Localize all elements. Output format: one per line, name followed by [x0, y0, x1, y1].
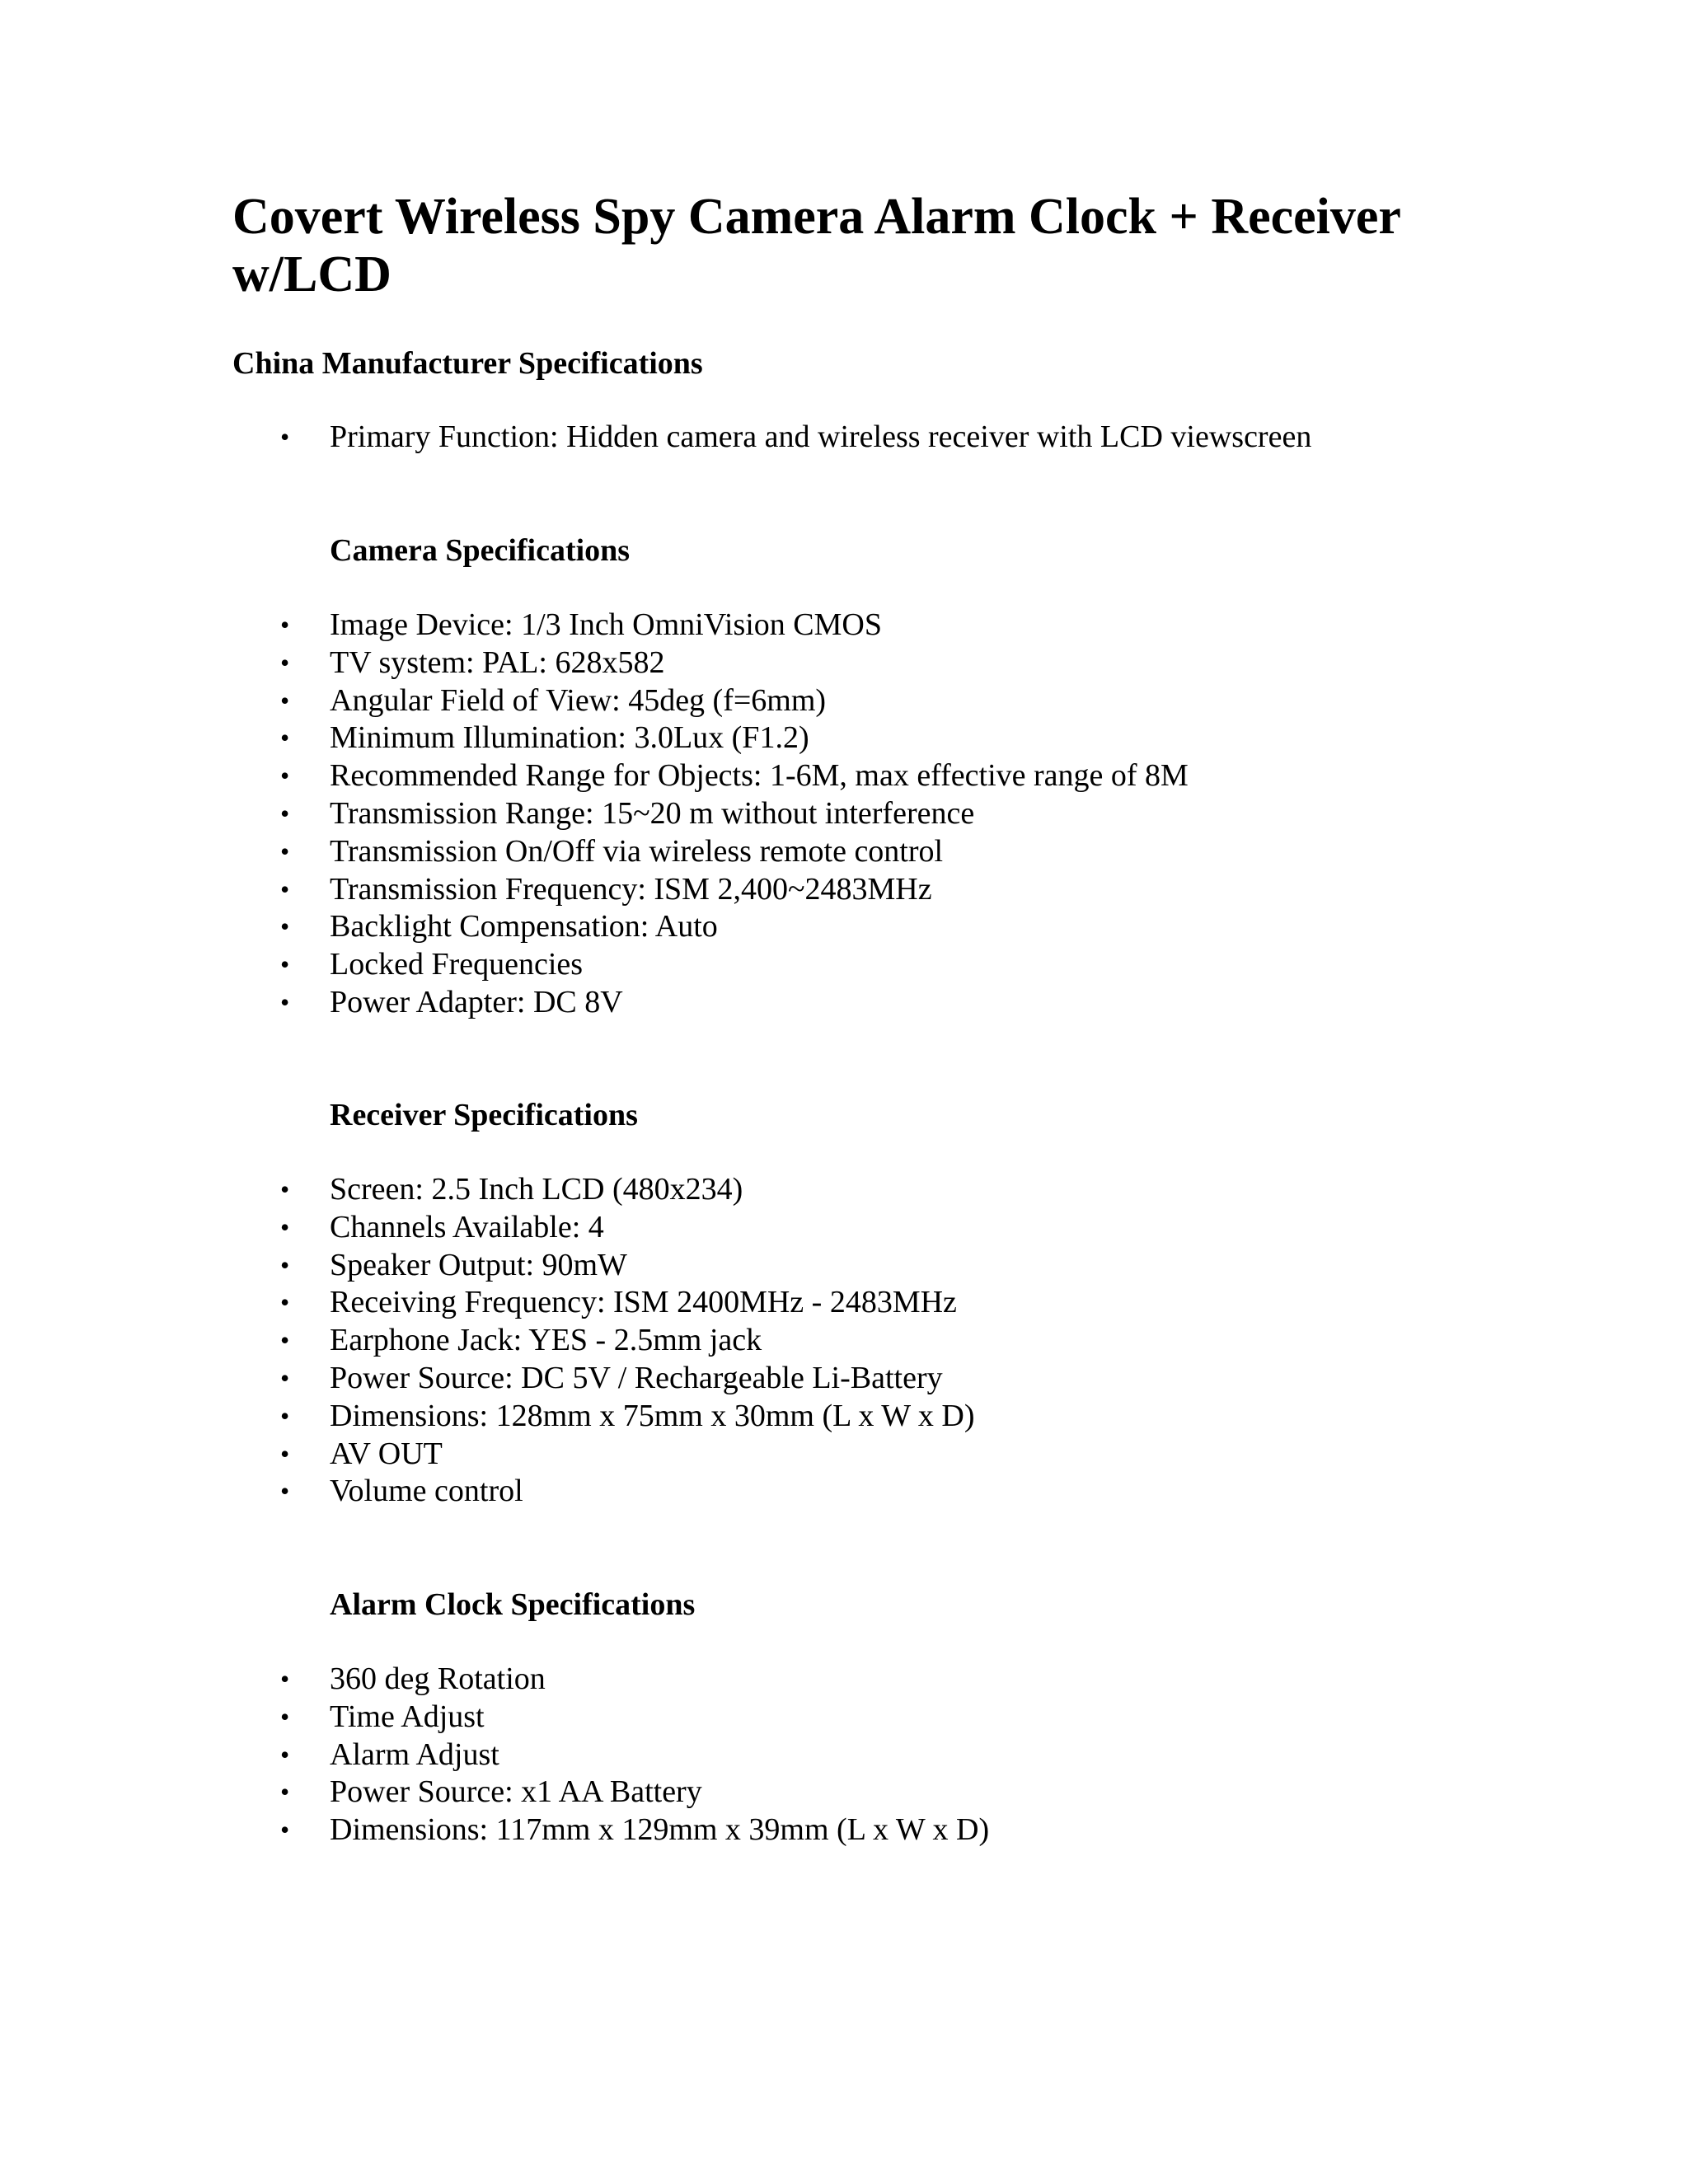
camera-spec-list — [232, 607, 1189, 1022]
bullet-icon: • — [280, 610, 290, 640]
spec-list-item — [232, 644, 1189, 682]
spec-item-text: Minimum Illumination: 3.0Lux (F1.2) — [330, 720, 809, 756]
manufacturer-heading: China Manufacturer Specifications — [232, 346, 703, 381]
camera-heading: Camera Specifications — [330, 533, 631, 568]
spec-item-text: Transmission On/Off via wireless remote control — [330, 833, 944, 869]
bullet-icon: • — [280, 836, 290, 866]
spec-item-text: Screen: 2.5 Inch LCD (480x234) — [330, 1172, 743, 1207]
spec-list-item — [232, 984, 1189, 1022]
bullet-icon: • — [280, 1777, 290, 1807]
spec-list-item — [232, 607, 1189, 644]
spec-list-item — [232, 1284, 975, 1322]
bullet-icon: • — [280, 1362, 290, 1393]
spec-item-text: Primary Function: Hidden camera and wireless receiver with LCD viewscreen — [330, 419, 1312, 454]
spec-list-item — [232, 871, 1189, 909]
spec-item-text: Angular Field of View: 45deg (f=6mm) — [330, 682, 827, 718]
spec-item-text: TV system: PAL: 628x582 — [330, 644, 665, 680]
spec-item-text: Time Adjust — [330, 1699, 485, 1734]
spec-list-item — [232, 1436, 975, 1474]
alarm-clock-heading: Alarm Clock Specifications — [330, 1587, 696, 1622]
spec-list-item — [232, 1661, 989, 1699]
bullet-icon: • — [280, 1739, 290, 1769]
spec-item-text: Recommended Range for Objects: 1-6M, max effective range of 8M — [330, 758, 1189, 794]
bullet-icon: • — [280, 912, 290, 942]
page-title: Covert Wireless Spy Camera Alarm Clock + Receiver w/LCD — [232, 189, 1400, 302]
bullet-icon: • — [280, 1287, 290, 1318]
bullet-icon: • — [280, 874, 290, 904]
bullet-icon: • — [280, 422, 290, 452]
bullet-icon: • — [280, 1664, 290, 1694]
bullet-icon: • — [280, 1438, 290, 1469]
bullet-icon: • — [280, 761, 290, 791]
bullet-icon: • — [280, 723, 290, 753]
spec-list-item — [232, 908, 1189, 946]
spec-item-text: Image Device: 1/3 Inch OmniVision CMOS — [330, 607, 883, 642]
spec-list-item — [232, 719, 1189, 757]
spec-item-text: Backlight Compensation: Auto — [330, 909, 718, 944]
spec-list-item — [232, 682, 1189, 720]
bullet-icon: • — [280, 1701, 290, 1732]
bullet-icon: • — [280, 798, 290, 828]
spec-list-item — [232, 1699, 989, 1736]
spec-list-item — [232, 1247, 975, 1285]
spec-item-text: AV OUT — [330, 1436, 443, 1471]
bullet-icon: • — [280, 1249, 290, 1280]
bullet-icon: • — [280, 1400, 290, 1431]
bullet-icon: • — [280, 1325, 290, 1356]
spec-list-item — [232, 1209, 975, 1247]
spec-item-text: Receiving Frequency: ISM 2400MHz - 2483MHz — [330, 1285, 957, 1320]
spec-item-text: Alarm Adjust — [330, 1736, 499, 1772]
spec-item-text: Transmission Range: 15~20 m without interference — [330, 795, 975, 831]
spec-item-text: Transmission Frequency: ISM 2,400~2483MHz — [330, 871, 932, 907]
bullet-icon: • — [280, 1815, 290, 1845]
spec-list-item — [232, 757, 1189, 795]
spec-item-text: Dimensions: 117mm x 129mm x 39mm (L x W x D) — [330, 1812, 990, 1848]
spec-list-item — [232, 795, 1189, 833]
spec-item-text: Earphone Jack: YES - 2.5mm jack — [330, 1323, 762, 1358]
spec-item-text: Volume control — [330, 1474, 523, 1509]
spec-item-text: Power Source: DC 5V / Rechargeable Li-Battery — [330, 1360, 943, 1395]
spec-list-item — [232, 1322, 975, 1360]
bullet-icon: • — [280, 685, 290, 715]
spec-item-text: Speaker Output: 90mW — [330, 1247, 627, 1282]
spec-list-item — [232, 419, 1311, 457]
spec-list-item — [232, 1774, 989, 1811]
spec-list-item — [232, 946, 1189, 984]
bullet-icon: • — [280, 1174, 290, 1204]
spec-item-text: 360 deg Rotation — [330, 1661, 546, 1696]
spec-item-text: Power Source: x1 AA Battery — [330, 1774, 702, 1810]
receiver-spec-list — [232, 1171, 975, 1511]
bullet-icon: • — [280, 987, 290, 1017]
alarm-clock-spec-list — [232, 1661, 989, 1849]
spec-list-item — [232, 1171, 975, 1209]
spec-item-text: Dimensions: 128mm x 75mm x 30mm (L x W x D) — [330, 1398, 975, 1433]
bullet-icon: • — [280, 949, 290, 980]
bullet-icon: • — [280, 647, 290, 677]
spec-list-item — [232, 1360, 975, 1398]
primary-list — [232, 419, 1311, 457]
spec-item-text: Power Adapter: DC 8V — [330, 984, 623, 1019]
spec-list-item — [232, 1736, 989, 1774]
spec-list-item — [232, 1811, 989, 1849]
spec-item-text: Channels Available: 4 — [330, 1209, 604, 1244]
bullet-icon: • — [280, 1212, 290, 1242]
spec-list-item — [232, 1398, 975, 1436]
bullet-icon: • — [280, 1476, 290, 1507]
receiver-heading: Receiver Specifications — [330, 1098, 638, 1132]
spec-list-item — [232, 833, 1189, 871]
spec-list-item — [232, 1473, 975, 1511]
spec-item-text: Locked Frequencies — [330, 947, 584, 982]
